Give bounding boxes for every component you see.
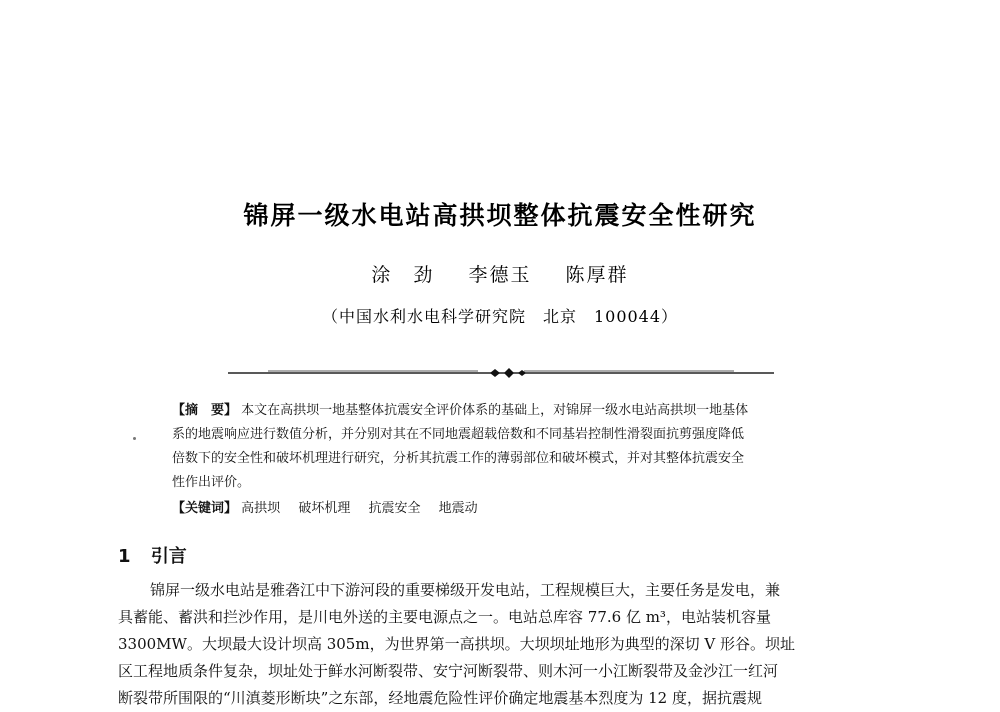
scan-speck	[133, 437, 136, 440]
keyword: 高拱坝	[241, 501, 281, 516]
keywords-label: 【关键词】	[172, 501, 238, 516]
keyword: 抗震安全	[368, 501, 421, 516]
paper-title: 锦屏一级水电站高拱坝整体抗震安全性研究	[243, 201, 757, 230]
author-name: 李德玉	[468, 264, 532, 286]
body-line: 3300MW。大坝最大设计坝高 305m，为世界第一高拱坝。大坝坝址地形为典型的深切 V 形谷。坝址	[118, 635, 795, 653]
body-line: 具蓄能、蓄洪和拦沙作用，是川电外送的主要电源点之一。电站总库容 77.6 亿 m³，电站装机容量	[118, 608, 771, 626]
section-number: 1	[118, 546, 131, 567]
body-line: 断裂带所围限的“川滇菱形断块”之东部，经地震危险性评价确定地震基本烈度为 12 度，据抗震规	[118, 689, 762, 707]
abstract-block	[172, 399, 852, 495]
body-line: 锦屏一级水电站是雅砻江中下游河段的重要梯级开发电站，工程规模巨大，主要任务是发电，兼	[150, 581, 781, 599]
author-name: 陈厚群	[565, 264, 629, 286]
section-body	[118, 577, 888, 712]
abstract-line: 本文在高拱坝一地基整体抗震安全评价体系的基础上，对锦屏一级水电站高拱坝一地基体	[241, 403, 749, 418]
keyword: 地震动	[438, 501, 478, 516]
abstract-label: 【摘 要】	[172, 403, 238, 418]
affiliation: （中国水利水电科学研究院 北京 100044）	[321, 307, 679, 326]
body-line: 区工程地质条件复杂，坝址处于鲜水河断裂带、安宁河断裂带、则木河一小江断裂带及金沙江一红河	[118, 662, 779, 680]
abstract-line: 倍数下的安全性和破坏机理进行研究，分析其抗震工作的薄弱部位和破坏模式，并对其整体抗震安全	[172, 451, 745, 466]
divider-ornament	[228, 366, 774, 380]
section-heading	[118, 542, 187, 568]
keyword: 破坏机理	[298, 501, 351, 516]
section-title: 引言	[150, 546, 187, 567]
keywords-block	[172, 497, 852, 516]
author-list	[0, 260, 1000, 287]
abstract-line: 系的地震响应进行数值分析，并分别对其在不同地震超载倍数和不同基岩控制性滑裂面抗剪强度降低	[172, 427, 745, 442]
author-name: 涂 劲	[371, 264, 435, 286]
abstract-line: 性作出评价。	[172, 475, 251, 490]
